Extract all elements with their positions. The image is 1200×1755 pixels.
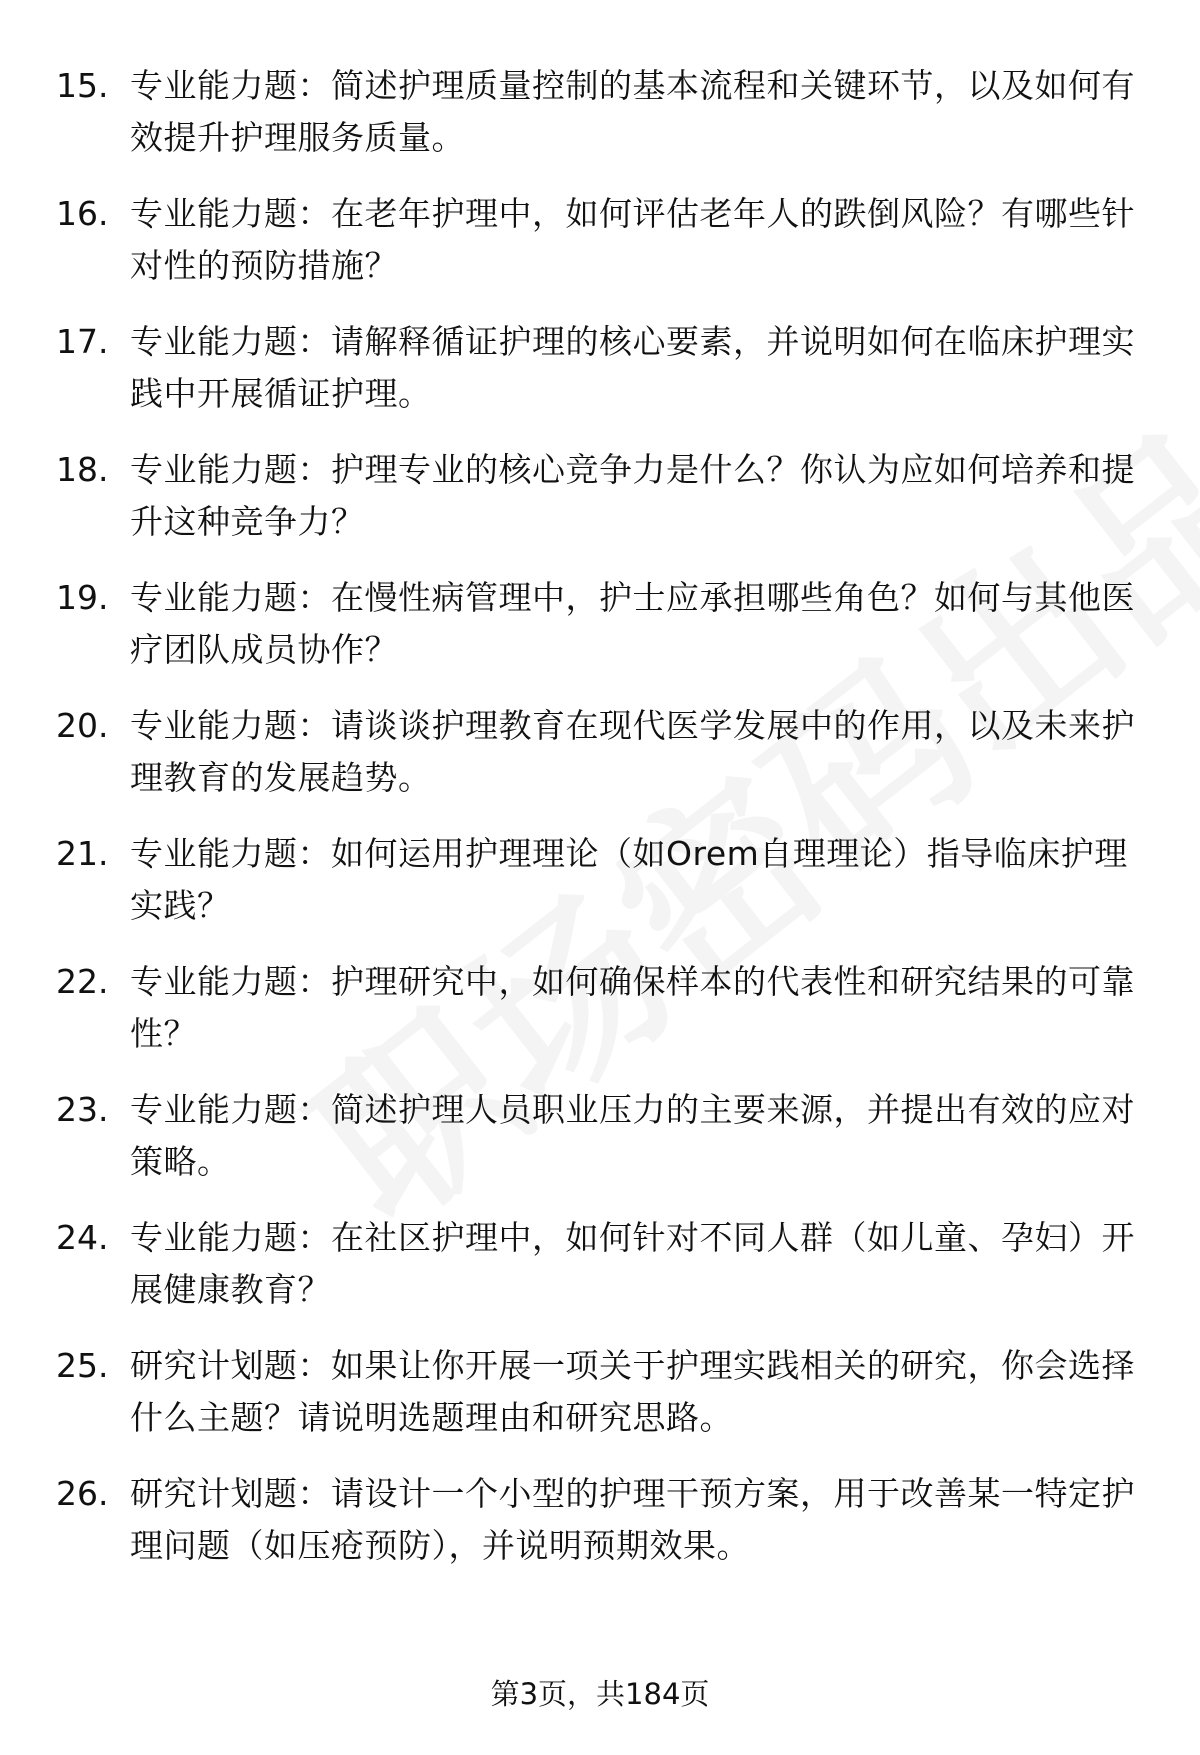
question-item (56, 572, 1146, 700)
question-item (56, 700, 1146, 828)
question-text: 研究计划题：请设计一个小型的护理干预方案，用于改善某一特定护理问题（如压疮预防），并说明预期效果。 (130, 1474, 1135, 1565)
question-item (56, 1212, 1146, 1340)
question-list (56, 60, 1146, 1596)
question-text: 专业能力题：护理研究中，如何确保样本的代表性和研究结果的可靠性？ (130, 962, 1135, 1053)
question-text: 专业能力题：在老年护理中，如何评估老年人的跌倒风险？有哪些针对性的预防措施？ (130, 194, 1135, 285)
question-number: 20. (56, 706, 109, 745)
question-item (56, 188, 1146, 316)
question-number: 23. (56, 1090, 109, 1129)
question-text: 专业能力题：简述护理质量控制的基本流程和关键环节，以及如何有效提升护理服务质量。 (130, 66, 1135, 157)
question-item (56, 828, 1146, 956)
question-number: 16. (56, 194, 109, 233)
question-item (56, 956, 1146, 1084)
question-item (56, 1340, 1146, 1468)
question-text: 研究计划题：如果让你开展一项关于护理实践相关的研究，你会选择什么主题？请说明选题理由和研究思路。 (130, 1346, 1135, 1437)
question-number: 18. (56, 450, 109, 489)
question-number: 26. (56, 1474, 109, 1513)
question-text: 专业能力题：简述护理人员职业压力的主要来源，并提出有效的应对策略。 (130, 1090, 1135, 1181)
question-item (56, 316, 1146, 444)
question-text: 专业能力题：如何运用护理理论（如Orem自理理论）指导临床护理实践？ (130, 834, 1128, 925)
question-item (56, 444, 1146, 572)
question-item (56, 1468, 1146, 1596)
page-number-footer: 第3页，共184页 (490, 1677, 710, 1711)
question-number: 22. (56, 962, 109, 1001)
question-number: 25. (56, 1346, 109, 1385)
question-number: 21. (56, 834, 109, 873)
question-number: 19. (56, 578, 109, 617)
question-number: 15. (56, 66, 109, 105)
question-item (56, 60, 1146, 188)
question-item (56, 1084, 1146, 1212)
question-text: 专业能力题：请解释循证护理的核心要素，并说明如何在临床护理实践中开展循证护理。 (130, 322, 1135, 413)
question-text: 专业能力题：请谈谈护理教育在现代医学发展中的作用，以及未来护理教育的发展趋势。 (130, 706, 1135, 797)
question-number: 17. (56, 322, 109, 361)
question-number: 24. (56, 1218, 109, 1257)
question-text: 专业能力题：在社区护理中，如何针对不同人群（如儿童、孕妇）开展健康教育？ (130, 1218, 1135, 1309)
question-text: 专业能力题：在慢性病管理中，护士应承担哪些角色？如何与其他医疗团队成员协作？ (130, 578, 1135, 669)
question-text: 专业能力题：护理专业的核心竞争力是什么？你认为应如何培养和提升这种竞争力？ (130, 450, 1135, 541)
